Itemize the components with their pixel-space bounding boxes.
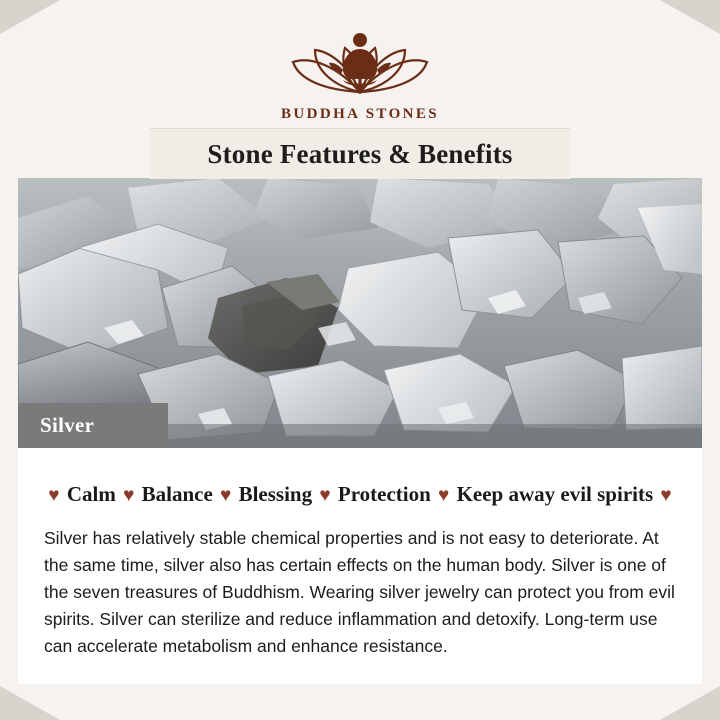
description-text: Silver has relatively stable chemical properties and is not easy to deteriorate. At the same time, silver also has certain effects on the human body. Silver is one of the seven treasures of Buddhism. Wearing silver jewelry can protect you from evil spirits. Silver can sterilize and reduce inflammation and detoxify. Long-term use can accelerate metabolism and enhance resistance. — [44, 528, 675, 656]
keyword-1: Calm — [61, 482, 122, 506]
lotus-meditation-icon — [285, 22, 435, 100]
page-title: Stone Features & Benefits — [207, 138, 513, 169]
brand-name: BUDDHA STONES — [280, 106, 440, 122]
keyword-4: Protection — [332, 482, 437, 506]
photo-caption-ribbon — [18, 403, 168, 448]
heart-icon: ♥ — [660, 485, 672, 506]
heart-icon: ♥ — [48, 485, 60, 506]
photo-caption: Silver — [40, 413, 95, 437]
keyword-3: Blessing — [233, 482, 318, 506]
page-edge-left — [0, 0, 18, 720]
keyword-5: Keep away evil spirits — [451, 482, 659, 506]
heart-icon: ♥ — [220, 485, 232, 506]
keyword-list — [44, 482, 676, 507]
keyword-2: Balance — [136, 482, 219, 506]
heart-icon: ♥ — [319, 485, 331, 506]
page-edge-right — [702, 0, 720, 720]
description-panel — [18, 448, 702, 684]
brand-logo-block — [0, 22, 720, 123]
heart-icon: ♥ — [438, 485, 450, 506]
heart-icon: ♥ — [123, 485, 135, 506]
section-title-bar — [150, 128, 570, 179]
